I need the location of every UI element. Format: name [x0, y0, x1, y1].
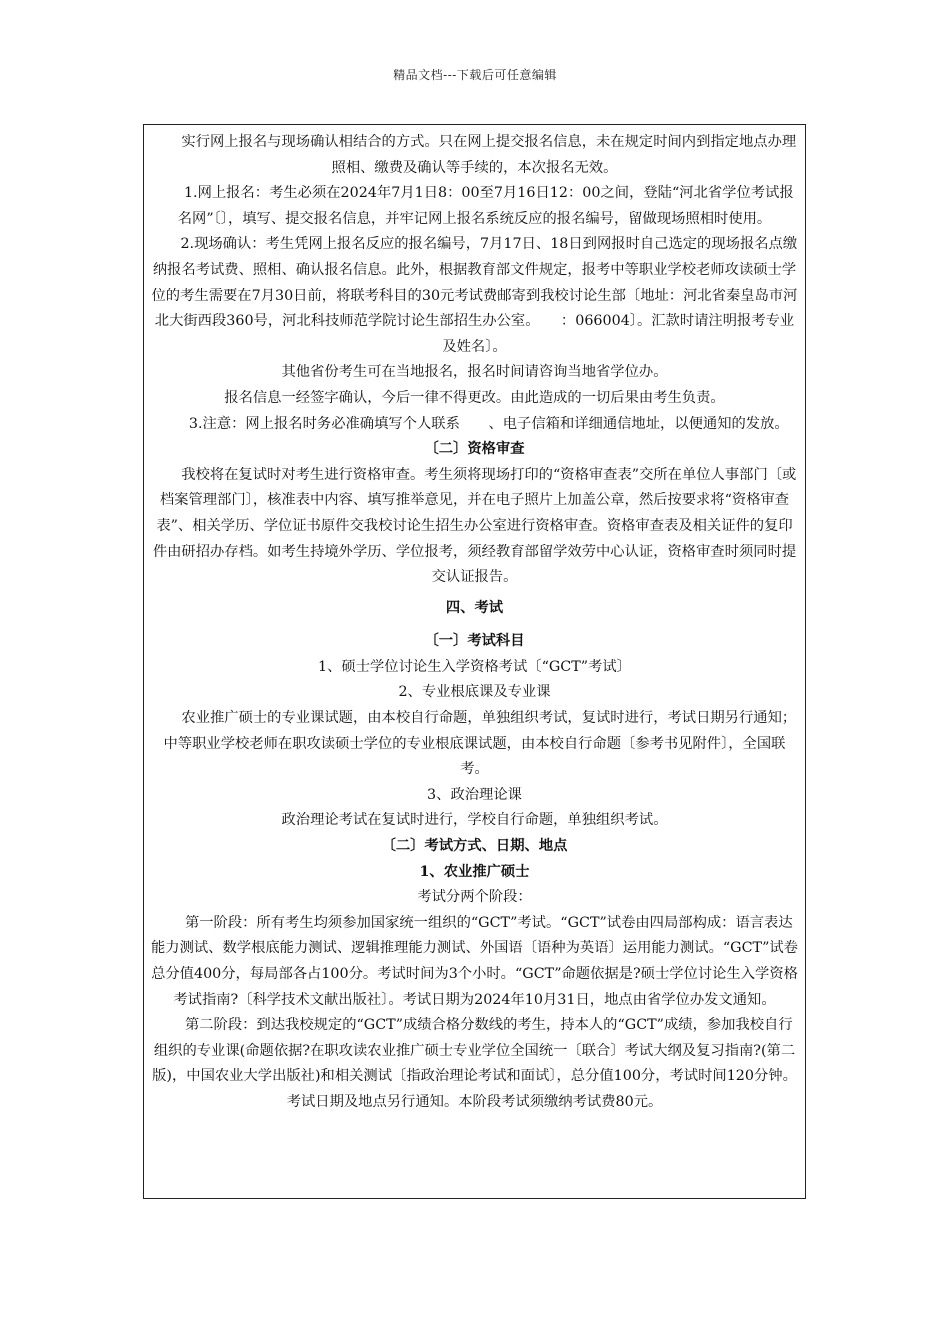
heading-exam: 四、考试	[445, 599, 504, 616]
paragraph-stage-one: 第一阶段：所有考生均须参加国家统一组织的“GCT”考试。“GCT”试卷由四局部构成：语言表达能力测试、数学根底能力测试、逻辑推理能力测试、外国语〔语种为英语〕运用能力测试。“GCT”试卷总分值400分，每局部各占100分。考试时间为3个小时。“GCT”命题依据是?硕士学位讨论生入学资格考试指南?〔科学技术文献出版社〕。考试日期为2024年10月31日，地点由省学位办发文通知。	[151, 914, 798, 1008]
paragraph-professional-details: 农业推广硕士的专业课试题，由本校自行命题，单独组织考试，复试时进行，考试日期另行通知；中等职业学校老师在职攻读硕士学位的专业根底课试题，由本校自行命题〔参考书见附件〕，全国联考。	[163, 710, 797, 778]
heading-agri-master: 1、农业推广硕士	[419, 863, 530, 880]
paragraph-politics-details: 政治理论考试在复试时进行，学校自行命题，单独组织考试。	[281, 812, 668, 829]
page-header: 精品文档---下载后可任意编辑	[393, 68, 557, 82]
paragraph-onsite-confirmation: 2.现场确认：考生凭网上报名反应的报名编号，7月17日、18日到网报时自己选定的现场报名点缴纳报名考试费、照相、确认报名信息。此外，根据教育部文件规定，报考中等职业学校老师攻读硕士学位的考生需要在7月30日前，将联考科目的30元考试费邮寄到我校讨论生部〔地址：河北省秦皇岛市河北大街西段360号，河北科技师范学院讨论生部招生办公室。 ：066004〕。汇款时请注明报考专业及姓名〕。	[151, 236, 798, 355]
paragraph-registration-method: 实行网上报名与现场确认相结合的方式。只在网上提交报名信息，未在规定时间内到指定地点办理照相、缴费及确认等手续的，本次报名无效。	[181, 134, 797, 176]
heading-exam-subjects: 〔一〕考试科目	[424, 633, 525, 650]
paragraph-online-registration: 1.网上报名：考生必须在2024年7月1日8：00至7月16日12：00之间，登陆“河北省学位考试报名网”〔〕，填写、提交报名信息，并牢记网上报名系统反应的报名编号，留做现场照相时使用。	[177, 185, 794, 227]
paragraph-two-stages: 考试分两个阶段：	[417, 889, 532, 906]
heading-exam-method: 〔二〕考试方式、日期、地点	[381, 838, 568, 855]
paragraph-subject-politics: 3、政治理论课	[427, 786, 522, 803]
paragraph-notice: 3.注意：网上报名时务必准确填写个人联系 、电子信箱和详细通信地址，以便通知的发放。	[188, 415, 789, 432]
paragraph-other-provinces: 其他省份考生可在当地报名，报名时间请咨询当地省学位办。	[281, 364, 668, 381]
paragraph-qualification-review: 我校将在复试时对考生进行资格审查。考生须将现场打印的“资格审查表”交所在单位人事部门〔或档案管理部门〕，核准表中内容、填写推举意见，并在电子照片上加盖公章，然后按要求将“资格审查表”、相关学历、学位证书原件交我校讨论生招生办公室进行资格审查。资格审查表及相关证件的复印件由研招办存档。如考生持境外学历、学位报考，须经教育部留学效劳中心认证，资格审查时须同时提交认证报告。	[152, 466, 797, 586]
paragraph-info-final: 报名信息一经签字确认，今后一律不得更改。由此造成的一切后果由考生负责。	[224, 389, 725, 406]
paragraph-subject-professional: 2、专业根底课及专业课	[398, 684, 551, 701]
content-box	[143, 124, 806, 1199]
heading-qualification-review: 〔二〕资格审查	[424, 441, 525, 458]
paragraph-stage-two: 第二阶段：到达我校规定的“GCT”成绩合格分数线的考生，持本人的“GCT”成绩，参加我校自行组织的专业课(命题依据?在职攻读农业推广硕士专业学位全国统一〔联合〕考试大纲及复习指南?(第二版)，中国农业大学出版社)和相关测试〔指政治理论考试和面试〕，总分值100分，考试时间120分钟。考试日期及地点另行通知。本阶段考试须缴纳考试费80元。	[152, 1017, 797, 1110]
paragraph-subject-gct: 1、硕士学位讨论生入学资格考试〔“GCT”考试〕	[318, 658, 631, 675]
